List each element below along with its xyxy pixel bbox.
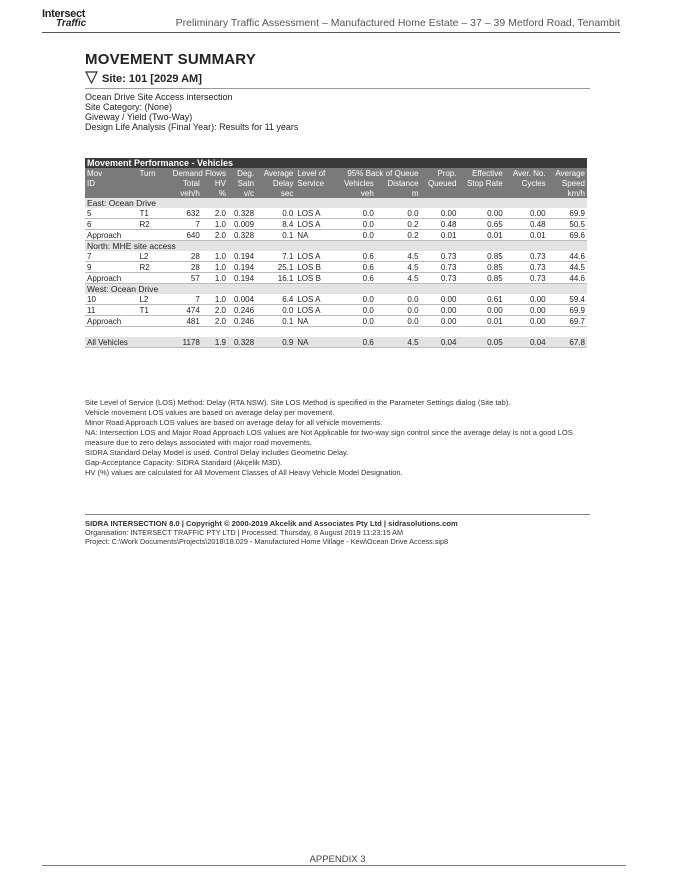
table-cell: Approach xyxy=(85,230,137,241)
site-info xyxy=(85,92,298,132)
header-cell: Total xyxy=(161,178,202,188)
table-row xyxy=(85,208,587,219)
table-cell: 0.0 xyxy=(256,208,295,219)
table-cell: T1 xyxy=(137,208,161,219)
page-bottom-divider xyxy=(42,865,626,866)
header-cell: Delay xyxy=(256,178,295,188)
sidra-footer xyxy=(85,514,590,546)
approach-section-header xyxy=(85,241,587,252)
table-cell: 0.194 xyxy=(228,262,256,273)
table-cell xyxy=(137,316,161,327)
note-line: Vehicle movement LOS values are based on average delay per movement. xyxy=(85,408,335,417)
table-cell: 67.8 xyxy=(548,337,587,348)
table-cell: 44.6 xyxy=(548,251,587,262)
site-info-line: Design Life Analysis (Final Year): Results for 11 years xyxy=(85,122,299,132)
table-cell: 0.2 xyxy=(376,219,421,230)
table-cell: 0.85 xyxy=(458,273,504,284)
table-cell: 1.0 xyxy=(202,251,228,262)
table-cell: 0.246 xyxy=(228,305,256,316)
header-cell: Vehicles xyxy=(333,178,376,188)
table-cell: 0.00 xyxy=(421,316,459,327)
table-cell: 0.0 xyxy=(376,294,421,305)
table-cell: 0.9 xyxy=(256,337,295,348)
table-cell: 0.48 xyxy=(505,219,548,230)
header-cell: Prop. xyxy=(421,168,459,178)
note-line: NA: Intersection LOS and Major Road Approach LOS values are Not Applicable for two-way sign control since the average delay is not a good LOS measure due to zero delays associated with major road movements. xyxy=(85,428,573,447)
table-cell: 1178 xyxy=(161,337,202,348)
header-cell xyxy=(137,178,161,188)
header-title: Preliminary Traffic Assessment – Manufactured Home Estate – 37 – 39 Metford Road, Tenambit xyxy=(175,17,620,29)
header-cell: Service xyxy=(295,178,332,188)
table-cell: 25.1 xyxy=(256,262,295,273)
table-row xyxy=(85,262,587,273)
table-cell: 0.05 xyxy=(458,337,504,348)
table-cell: LOS A xyxy=(295,208,332,219)
table-cell: 69.9 xyxy=(548,305,587,316)
table-cell: 0.00 xyxy=(505,208,548,219)
table-cell xyxy=(137,337,161,348)
table-cell: 0.00 xyxy=(458,208,504,219)
header-cell: 95% Back of Queue xyxy=(333,168,421,178)
movement-performance-table xyxy=(85,158,587,348)
header-cell xyxy=(421,188,459,198)
table-cell: 0.328 xyxy=(228,230,256,241)
header-cell xyxy=(137,188,161,198)
header-cell: Average xyxy=(256,168,295,178)
table-cell xyxy=(137,273,161,284)
table-cell: 69.9 xyxy=(548,208,587,219)
header-cell: veh xyxy=(333,188,376,198)
table-cell: 0.65 xyxy=(458,219,504,230)
table-cell: 5 xyxy=(85,208,137,219)
table-cell: L2 xyxy=(137,294,161,305)
header-cell: Deg. xyxy=(228,168,256,178)
table-cell: 0.85 xyxy=(458,262,504,273)
header-cell: Mov xyxy=(85,168,137,178)
table-row xyxy=(85,219,587,230)
header-cell: Cycles xyxy=(505,178,548,188)
approach-name: West: Ocean Drive xyxy=(85,284,587,295)
header-cell: Speed xyxy=(548,178,587,188)
header-cell: Level of xyxy=(295,168,332,178)
table-cell: 59.4 xyxy=(548,294,587,305)
header-cell: Demand Flows xyxy=(161,168,228,178)
table-row xyxy=(85,294,587,305)
header-cell: Queued xyxy=(421,178,459,188)
table-cell: LOS A xyxy=(295,305,332,316)
header-cell: Stop Rate xyxy=(458,178,504,188)
table-header-row xyxy=(85,178,587,188)
table-cell: 6 xyxy=(85,219,137,230)
header-cell: veh/h xyxy=(161,188,202,198)
table-cell: LOS A xyxy=(295,294,332,305)
header-cell: Turn xyxy=(137,168,161,178)
header-cell: Average xyxy=(548,168,587,178)
table-cell: 0.1 xyxy=(256,230,295,241)
table-cell: 0.73 xyxy=(505,251,548,262)
notes-section xyxy=(85,398,590,478)
table-cell: 0.04 xyxy=(421,337,459,348)
table-cell: 0.01 xyxy=(421,230,459,241)
table-cell: 0.61 xyxy=(458,294,504,305)
table-cell: 0.2 xyxy=(376,230,421,241)
company-logo xyxy=(42,10,86,28)
approach-section-header xyxy=(85,198,587,208)
table-cell: 2.0 xyxy=(202,305,228,316)
table-cell: 28 xyxy=(161,262,202,273)
table-cell: LOS B xyxy=(295,262,332,273)
table-cell: 640 xyxy=(161,230,202,241)
table-cell: T1 xyxy=(137,305,161,316)
table-cell: 474 xyxy=(161,305,202,316)
table-cell: 2.0 xyxy=(202,208,228,219)
table-cell: 11 xyxy=(85,305,137,316)
header-cell: Aver. No. xyxy=(505,168,548,178)
table-cell: LOS A xyxy=(295,251,332,262)
table-cell: 0.01 xyxy=(458,316,504,327)
table-cell: R2 xyxy=(137,219,161,230)
table-cell: 10 xyxy=(85,294,137,305)
appendix-label: APPENDIX 3 xyxy=(309,854,366,865)
table-cell: NA xyxy=(295,316,332,327)
table-cell: 1.9 xyxy=(202,337,228,348)
header-cell xyxy=(505,188,548,198)
header-cell: Effective xyxy=(458,168,504,178)
table-cell: 44.6 xyxy=(548,273,587,284)
table-cell: 0.00 xyxy=(505,305,548,316)
header-cell xyxy=(85,188,137,198)
table-cell: 0.00 xyxy=(505,294,548,305)
table-cell: 2.0 xyxy=(202,316,228,327)
table-cell: 0.246 xyxy=(228,316,256,327)
table-cell: 0.6 xyxy=(333,251,376,262)
table-row xyxy=(85,316,587,327)
table-cell: 69.7 xyxy=(548,316,587,327)
table-cell: 0.0 xyxy=(333,208,376,219)
table-cell: 0.0 xyxy=(333,316,376,327)
table-cell: 0.04 xyxy=(505,337,548,348)
table-cell: 0.004 xyxy=(228,294,256,305)
table-cell: 0.73 xyxy=(421,262,459,273)
table-cell: NA xyxy=(295,230,332,241)
page-header xyxy=(42,10,620,33)
header-cell: Distance xyxy=(376,178,421,188)
note-line: Minor Road Approach LOS values are based on average delay for all vehicle movements. xyxy=(85,418,383,427)
logo-line2: Traffic xyxy=(56,18,87,29)
page-title: MOVEMENT SUMMARY xyxy=(85,51,256,68)
table-cell: 0.00 xyxy=(505,316,548,327)
table-cell: 0.0 xyxy=(376,305,421,316)
table-cell: 7 xyxy=(161,219,202,230)
total-row xyxy=(85,337,587,348)
table-cell: Approach xyxy=(85,273,137,284)
header-cell: % xyxy=(202,188,228,198)
table-cell: 9 xyxy=(85,262,137,273)
header-cell: km/h xyxy=(548,188,587,198)
table-cell: 8.4 xyxy=(256,219,295,230)
project-line: Project: C:\Work Documents\Projects\2018\18.029 - Manufactured Home Village - Kew\Ocean Drive Access.sip8 xyxy=(85,537,449,546)
table-cell: 16.1 xyxy=(256,273,295,284)
table-cell: 0.48 xyxy=(421,219,459,230)
table-cell: 7 xyxy=(161,294,202,305)
table-header-row xyxy=(85,168,587,178)
table-cell: 69.6 xyxy=(548,230,587,241)
spacer-row xyxy=(85,327,587,338)
table-title: Movement Performance - Vehicles xyxy=(85,158,587,168)
table-cell: 7.1 xyxy=(256,251,295,262)
table-cell: R2 xyxy=(137,262,161,273)
table-cell: 7 xyxy=(85,251,137,262)
header-cell: v/c xyxy=(228,188,256,198)
table-cell: L2 xyxy=(137,251,161,262)
table-cell: 0.009 xyxy=(228,219,256,230)
table-cell: 6.4 xyxy=(256,294,295,305)
table-cell: 0.73 xyxy=(421,251,459,262)
table-cell: 1.0 xyxy=(202,273,228,284)
table-row xyxy=(85,251,587,262)
table-cell: 0.1 xyxy=(256,316,295,327)
table-cell: 0.0 xyxy=(256,305,295,316)
table-cell: 0.194 xyxy=(228,251,256,262)
header-cell xyxy=(458,188,504,198)
table-cell: 0.73 xyxy=(505,273,548,284)
header-cell: m xyxy=(376,188,421,198)
table-cell: 44.5 xyxy=(548,262,587,273)
table-cell: 4.5 xyxy=(376,337,421,348)
table-cell: 632 xyxy=(161,208,202,219)
approach-name: East: Ocean Drive xyxy=(85,198,587,208)
table-cell: LOS A xyxy=(295,219,332,230)
site-info-line: Site Category: (None) xyxy=(85,102,173,112)
table-cell: 0.0 xyxy=(376,316,421,327)
note-line: Site Level of Service (LOS) Method: Delay (RTA NSW). Site LOS Method is specified in the Parameter Settings dialog (Site tab). xyxy=(85,398,511,407)
site-heading xyxy=(85,71,590,89)
organisation-line: Organisation: INTERSECT TRAFFIC PTY LTD | Processed: Thursday, 8 August 2019 11:23:15 AM xyxy=(85,528,404,537)
giveway-triangle-icon xyxy=(85,71,98,84)
table-cell: 0.328 xyxy=(228,208,256,219)
table-cell: All Vehicles xyxy=(85,337,137,348)
header-cell xyxy=(295,188,332,198)
table-cell: 0.73 xyxy=(505,262,548,273)
table-cell: 2.0 xyxy=(202,230,228,241)
table-cell: 4.5 xyxy=(376,262,421,273)
table-row xyxy=(85,305,587,316)
table-body xyxy=(85,198,587,348)
table-cell: Approach xyxy=(85,316,137,327)
note-line: SIDRA Standard Delay Model is used. Control Delay includes Geometric Delay. xyxy=(85,448,349,457)
table-cell: 0.0 xyxy=(333,294,376,305)
header-cell: sec xyxy=(256,188,295,198)
table-cell: 4.5 xyxy=(376,273,421,284)
table-cell: 0.01 xyxy=(458,230,504,241)
table-cell: 0.328 xyxy=(228,337,256,348)
note-line: Gap-Acceptance Capacity: SIDRA Standard (Akçelik M3D). xyxy=(85,458,283,467)
site-label: Site: 101 [2029 AM] xyxy=(102,73,202,85)
table-cell: 4.5 xyxy=(376,251,421,262)
table-cell: 1.0 xyxy=(202,294,228,305)
table-cell: 0.0 xyxy=(333,219,376,230)
table-cell: NA xyxy=(295,337,332,348)
table-cell: 0.00 xyxy=(458,305,504,316)
table-cell: 0.00 xyxy=(421,208,459,219)
spacer-cell xyxy=(85,327,587,338)
approach-section-header xyxy=(85,284,587,295)
table-cell: 50.5 xyxy=(548,219,587,230)
table-cell: LOS B xyxy=(295,273,332,284)
table-cell: 28 xyxy=(161,251,202,262)
table-cell: 0.0 xyxy=(333,230,376,241)
approach-name: North: MHE site access xyxy=(85,241,587,252)
table-cell: 1.0 xyxy=(202,262,228,273)
note-line: HV (%) values are calculated for All Movement Classes of All Heavy Vehicle Model Designation. xyxy=(85,468,403,477)
table-cell: 0.6 xyxy=(333,337,376,348)
header-cell: Satn xyxy=(228,178,256,188)
copyright-line: SIDRA INTERSECTION 8.0 | Copyright © 2000-2019 Akcelik and Associates Pty Ltd | sidrasolutions.com xyxy=(85,519,458,528)
table-cell: 0.01 xyxy=(505,230,548,241)
table-cell: 0.0 xyxy=(376,208,421,219)
table-header-row xyxy=(85,188,587,198)
table-cell: 1.0 xyxy=(202,219,228,230)
site-info-line: Giveway / Yield (Two-Way) xyxy=(85,112,193,122)
table-cell: 0.00 xyxy=(421,294,459,305)
table-cell: 0.194 xyxy=(228,273,256,284)
header-cell: ID xyxy=(85,178,137,188)
table-cell: 0.6 xyxy=(333,262,376,273)
table-cell: 0.73 xyxy=(421,273,459,284)
table-row xyxy=(85,273,587,284)
table-cell: 57 xyxy=(161,273,202,284)
logo-line1: Intersect xyxy=(42,8,86,20)
site-info-line: Ocean Drive Site Access intersection xyxy=(85,92,233,102)
header-cell: HV xyxy=(202,178,228,188)
table-cell: 0.85 xyxy=(458,251,504,262)
table-cell: 0.6 xyxy=(333,273,376,284)
table-row xyxy=(85,230,587,241)
table-cell: 0.00 xyxy=(421,305,459,316)
table-cell xyxy=(137,230,161,241)
table-cell: 0.0 xyxy=(333,305,376,316)
table-cell: 481 xyxy=(161,316,202,327)
